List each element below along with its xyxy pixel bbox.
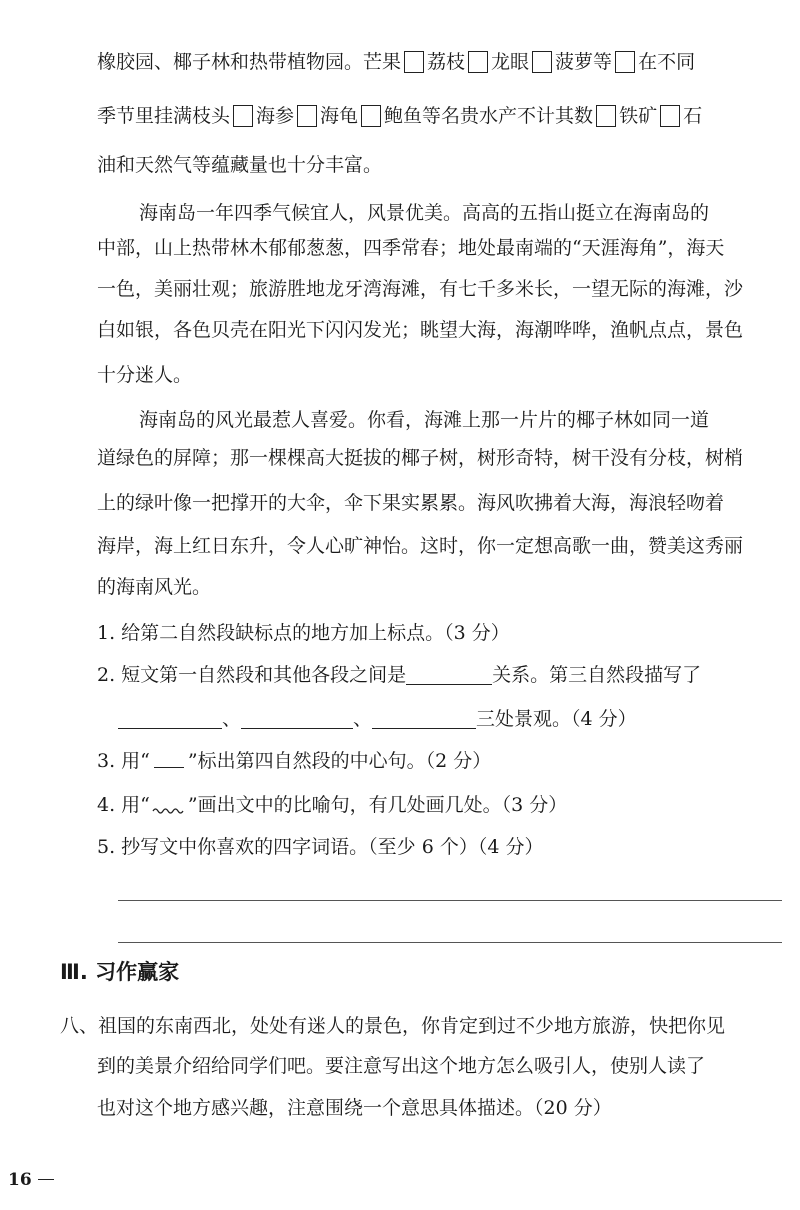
- question-1: 1. 给第二自然段缺标点的地方加上标点。（3 分）: [97, 622, 510, 644]
- question-3: [97, 748, 491, 774]
- intro-line-2-a: 季节里挂满枝头: [97, 105, 231, 127]
- question-4-a: 4. 用“: [97, 794, 150, 816]
- writing-line[interactable]: [118, 942, 782, 943]
- intro-line-2-d: 鲍鱼等名贵水产不计其数: [384, 105, 594, 127]
- intro-line-3: 油和天然气等蕴藏量也十分丰富。: [97, 154, 383, 176]
- separator: 、: [353, 708, 373, 730]
- question-2-cont: [116, 706, 637, 732]
- answer-blank[interactable]: [372, 706, 476, 729]
- intro-line-2-f: 石: [683, 105, 703, 127]
- answer-blank[interactable]: [241, 706, 353, 729]
- question-4-b: ”画出文中的比喻句，有几处画几处。（3 分）: [187, 794, 568, 816]
- answer-box[interactable]: [468, 51, 488, 73]
- question-2-b: 关系。第三自然段描写了: [492, 664, 702, 686]
- answer-box[interactable]: [404, 51, 424, 73]
- para3-line-2: 道绿色的屏障；那一棵棵高大挺拔的椰子树，树形奇特，树干没有分枝，树梢: [97, 447, 744, 469]
- answer-box[interactable]: [596, 105, 616, 127]
- intro-line-2-c: 海龟: [320, 105, 359, 127]
- straight-line-mark-icon: [150, 749, 188, 771]
- para2-line-2: 中部，山上热带林木郁郁葱葱，四季常春；地处最南端的“天涯海角”，海天: [97, 237, 725, 259]
- essay-line-3: 也对这个地方感兴趣，注意围绕一个意思具体描述。（20 分）: [97, 1097, 612, 1119]
- intro-line-1-d: 菠萝等: [555, 51, 613, 73]
- intro-line-2: [97, 103, 702, 129]
- answer-box[interactable]: [297, 105, 317, 127]
- essay-line-2: 到的美景介绍给同学们吧。要注意写出这个地方怎么吸引人，使别人读了: [97, 1055, 706, 1077]
- answer-box[interactable]: [615, 51, 635, 73]
- question-5: 5. 抄写文中你喜欢的四字词语。（至少 6 个）（4 分）: [97, 836, 544, 858]
- para2-line-1: 海南岛一年四季气候宜人，风景优美。高高的五指山挺立在海南岛的: [139, 202, 710, 224]
- section-title: Ⅲ. 习作赢家: [60, 960, 180, 984]
- separator: 、: [222, 708, 242, 730]
- intro-line-2-e: 铁矿: [619, 105, 658, 127]
- para2-line-4: 白如银，各色贝壳在阳光下闪闪发光；眺望大海，海潮哗哗，渔帆点点，景色: [97, 319, 744, 341]
- essay-line-1: 八、祖国的东南西北，处处有迷人的景色，你肯定到过不少地方旅游，快把你见: [60, 1015, 726, 1037]
- para3-line-3: 上的绿叶像一把撑开的大伞，伞下果实累累。海风吹拂着大海，海浪轻吻着: [97, 492, 725, 514]
- writing-line[interactable]: [118, 900, 782, 901]
- page-number: [8, 1170, 54, 1190]
- intro-line-1-b: 荔枝: [427, 51, 466, 73]
- para2-line-3: 一色，美丽壮观；旅游胜地龙牙湾海滩，有七千多米长，一望无际的海滩，沙: [97, 278, 744, 300]
- page-dash: [38, 1179, 54, 1180]
- answer-box[interactable]: [361, 105, 381, 127]
- intro-line-1-c: 龙眼: [491, 51, 530, 73]
- answer-box[interactable]: [532, 51, 552, 73]
- intro-line-1: [97, 49, 695, 75]
- para2-line-5: 十分迷人。: [97, 364, 193, 386]
- answer-box[interactable]: [660, 105, 680, 127]
- question-2-c: 三处景观。（4 分）: [476, 708, 637, 730]
- question-2-a: 2. 短文第一自然段和其他各段之间是: [97, 664, 407, 686]
- question-2: [97, 662, 701, 688]
- wavy-line-mark-icon: [150, 793, 188, 815]
- answer-blank[interactable]: [118, 706, 222, 729]
- para3-line-4: 海岸，海上红日东升，令人心旷神怡。这时，你一定想高歌一曲，赞美这秀丽: [97, 535, 744, 557]
- question-3-b: ”标出第四自然段的中心句。（2 分）: [187, 750, 492, 772]
- para3-line-1: 海南岛的风光最惹人喜爱。你看，海滩上那一片片的椰子林如同一道: [139, 409, 710, 431]
- answer-box[interactable]: [233, 105, 253, 127]
- intro-line-2-b: 海参: [256, 105, 295, 127]
- question-4: [97, 792, 567, 818]
- para3-line-5: 的海南风光。: [97, 576, 212, 598]
- answer-blank[interactable]: [406, 662, 492, 685]
- question-3-a: 3. 用“: [97, 750, 150, 772]
- page-number-text: 16: [8, 1170, 32, 1190]
- intro-line-1-a: 橡胶园、椰子林和热带植物园。芒果: [97, 51, 402, 73]
- intro-line-1-e: 在不同: [638, 51, 696, 73]
